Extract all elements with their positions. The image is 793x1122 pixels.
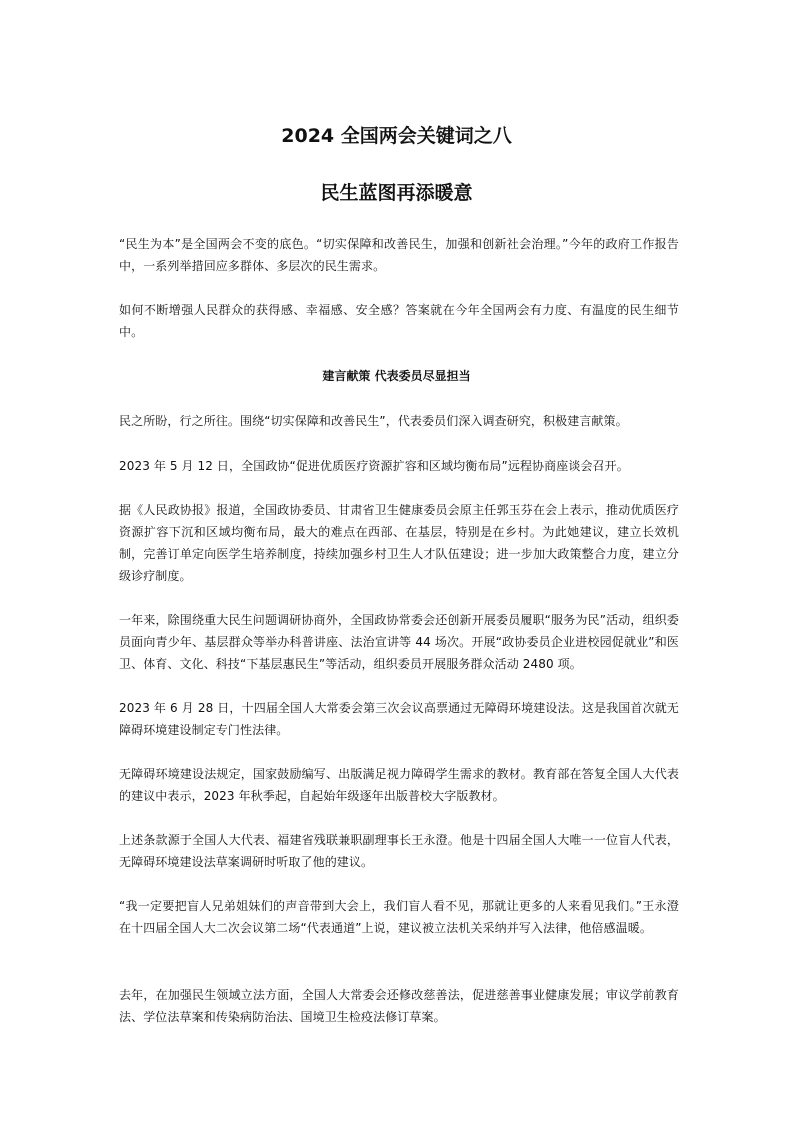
paragraph: “民生为本”是全国两会不变的底色。“切实保障和改善民生，加强和创新社会治理。”今年的政府工作报告中，一系列举措回应多群体、多层次的民生需求。 [119,237,679,273]
paragraph: 去年，在加强民生领域立法方面，全国人大常委会还修改慈善法，促进慈善事业健康发展；审议学前教育法、学位法草案和传染病防治法、国境卫生检疫法修订草案。 [119,988,679,1024]
page-title: 2024 全国两会关键词之八 [281,125,512,147]
paragraph: 2023 年 6 月 28 日，十四届全国人大常委会第三次会议高票通过无障碍环境建设法。这是我国首次就无障碍环境建设制定专门性法律。 [119,701,679,737]
paragraph: 如何不断增强人民群众的获得感、幸福感、安全感？答案就在今年全国两会有力度、有温度的民生细节中。 [119,303,679,339]
paragraph: 一年来，除围绕重大民生问题调研协商外，全国政协常委会还创新开展委员履职“服务为民”活动，组织委员面向青少年、基层群众等举办科普讲座、法治宣讲等 44 场次。开展“政协委员企业进校园促就业”和医卫、体育、文化、科技“下基层惠民生”等活动，组织委员开展服务群众活动 2480 项。 [119,613,679,671]
paragraph: 无障碍环境建设法规定，国家鼓励编写、出版满足视力障碍学生需求的教材。教育部在答复全国人大代表的建议中表示，2023 年秋季起，自起始年级逐年出版普校大字版教材。 [119,767,679,803]
paragraph: 上述条款源于全国人大代表、福建省残联兼职副理事长王永澄。他是十四届全国人大唯一一位盲人代表，无障碍环境建设法草案调研时听取了他的建议。 [119,833,679,869]
page-subtitle: 民生蓝图再添暖意 [320,182,473,204]
paragraph: “我一定要把盲人兄弟姐妹们的声音带到大会上，我们盲人看不见，那就让更多的人来看见我们。”王永澄在十四届全国人大二次会议第二场“代表通道”上说，建议被立法机关采纳并写入法律，他倍感温暖。 [119,899,679,935]
paragraph: 2023 年 5 月 12 日，全国政协“促进优质医疗资源扩容和区域均衡布局”远程协商座谈会召开。 [119,459,629,473]
section-heading: 建言献策 代表委员尽显担当 [322,369,471,383]
paragraph: 民之所盼，行之所往。围绕“切实保障和改善民生”，代表委员们深入调查研究，积极建言献策。 [119,414,628,428]
paragraph: 据《人民政协报》报道，全国政协委员、甘肃省卫生健康委员会原主任郭玉芬在会上表示，推动优质医疗资源扩容下沉和区域均衡布局，最大的难点在西部、在基层，特别是在乡村。为此她建议，建立长效机制，完善订单定向医学生培养制度，持续加强乡村卫生人才队伍建设；进一步加大政策整合力度，建立分级诊疗制度。 [119,503,679,583]
